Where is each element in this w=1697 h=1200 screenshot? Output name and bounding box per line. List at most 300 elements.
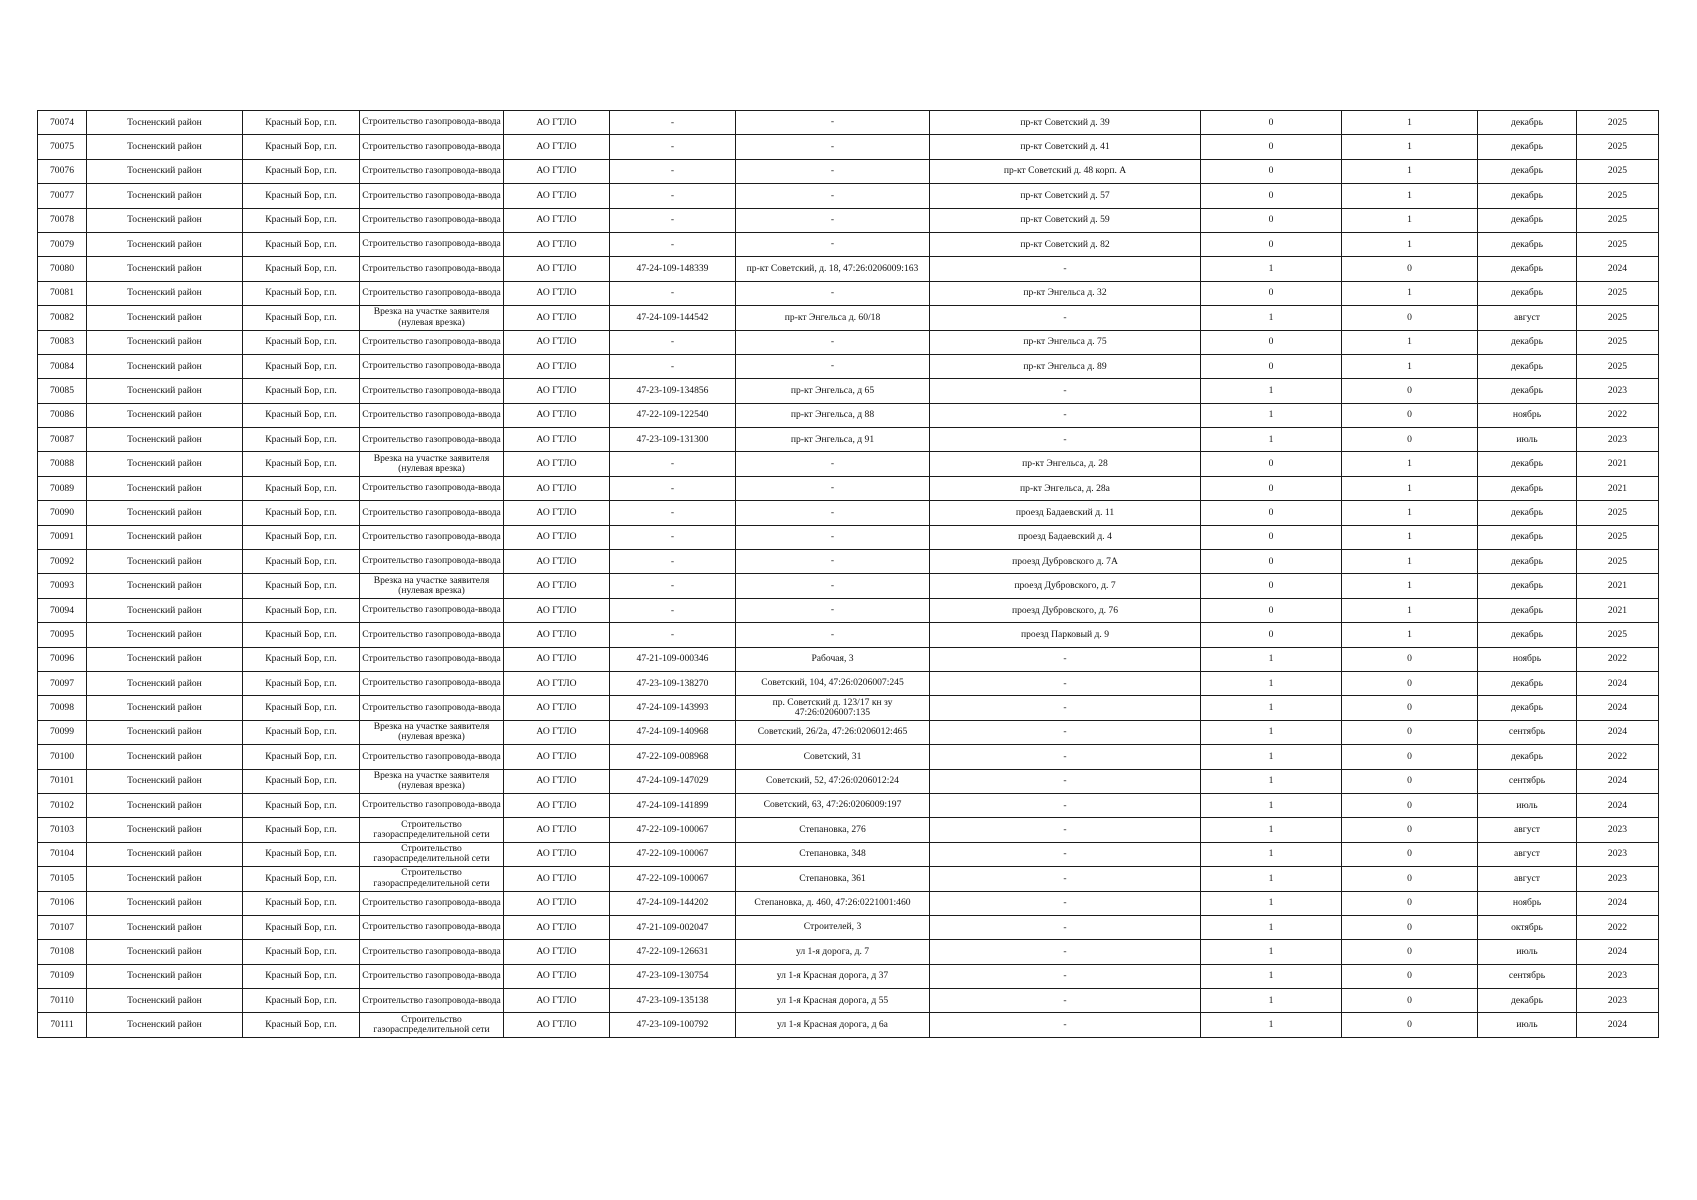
settlement-cell: Красный Бор, г.п. [243,306,360,330]
settlement-cell: Красный Бор, г.п. [243,428,360,452]
address-cell: пр-кт Энгельса д. 60/18 [736,306,930,330]
year-cell: 2023 [1577,964,1659,988]
year-cell: 2024 [1577,793,1659,817]
table-row [38,306,1659,330]
count-a-cell: 1 [1201,696,1342,720]
count-a-cell: 1 [1201,964,1342,988]
count-a-cell: 0 [1201,525,1342,549]
address-cell: - [736,476,930,500]
work-type-cell: Строительство газопровода-ввода [360,281,504,305]
planned-address-cell: - [930,940,1201,964]
table-row [38,184,1659,208]
row-number-cell: 70106 [38,891,87,915]
month-cell: декабрь [1478,696,1577,720]
work-type-cell: Строительство газопровода-ввода [360,330,504,354]
month-cell: декабрь [1478,476,1577,500]
table-row [38,135,1659,159]
planned-address-cell: - [930,818,1201,842]
year-cell: 2021 [1577,452,1659,476]
work-type-cell: Строительство газопровода-ввода [360,476,504,500]
organization-cell: АО ГТЛО [504,330,610,354]
count-a-cell: 1 [1201,379,1342,403]
month-cell: октябрь [1478,915,1577,939]
row-number-cell: 70110 [38,989,87,1013]
settlement-cell: Красный Бор, г.п. [243,135,360,159]
table-row [38,1013,1659,1037]
organization-cell: АО ГТЛО [504,891,610,915]
work-type-cell: Строительство газопровода-ввода [360,915,504,939]
work-type-cell: Строительство газопровода-ввода [360,232,504,256]
month-cell: декабрь [1478,281,1577,305]
work-type-cell: Строительство газопровода-ввода [360,647,504,671]
count-a-cell: 0 [1201,354,1342,378]
month-cell: декабрь [1478,745,1577,769]
district-cell: Тосненский район [87,452,243,476]
settlement-cell: Красный Бор, г.п. [243,232,360,256]
work-type-cell: Строительство газопровода-ввода [360,671,504,695]
month-cell: декабрь [1478,623,1577,647]
count-a-cell: 1 [1201,1013,1342,1037]
table-row [38,330,1659,354]
planned-address-cell: проезд Дубровского д. 7А [930,550,1201,574]
table-row [38,989,1659,1013]
district-cell: Тосненский район [87,598,243,622]
organization-cell: АО ГТЛО [504,257,610,281]
year-cell: 2025 [1577,135,1659,159]
organization-cell: АО ГТЛО [504,647,610,671]
planned-address-cell: проезд Бадаевский д. 11 [930,501,1201,525]
address-cell: - [736,159,930,183]
permit-number-cell: 47-23-109-100792 [610,1013,736,1037]
organization-cell: АО ГТЛО [504,403,610,427]
planned-address-cell: проезд Парковый д. 9 [930,623,1201,647]
month-cell: декабрь [1478,989,1577,1013]
table-row [38,915,1659,939]
permit-number-cell: - [610,135,736,159]
planned-address-cell: - [930,964,1201,988]
row-number-cell: 70107 [38,915,87,939]
month-cell: сентябрь [1478,964,1577,988]
settlement-cell: Красный Бор, г.п. [243,989,360,1013]
permit-number-cell: 47-22-109-100067 [610,867,736,891]
count-a-cell: 1 [1201,720,1342,744]
table-row [38,111,1659,135]
count-a-cell: 1 [1201,403,1342,427]
count-a-cell: 0 [1201,452,1342,476]
year-cell: 2022 [1577,745,1659,769]
month-cell: декабрь [1478,671,1577,695]
address-cell: ул 1-я дорога, д. 7 [736,940,930,964]
year-cell: 2025 [1577,330,1659,354]
address-cell: - [736,525,930,549]
settlement-cell: Красный Бор, г.п. [243,525,360,549]
permit-number-cell: 47-24-109-143993 [610,696,736,720]
year-cell: 2024 [1577,720,1659,744]
address-cell: пр-кт Энгельса, д 88 [736,403,930,427]
address-cell: Степановка, д. 460, 47:26:0221001:460 [736,891,930,915]
settlement-cell: Красный Бор, г.п. [243,111,360,135]
month-cell: декабрь [1478,159,1577,183]
work-type-cell: Строительство газораспределительной сети [360,1013,504,1037]
row-number-cell: 70109 [38,964,87,988]
planned-address-cell: - [930,306,1201,330]
table-row [38,769,1659,793]
count-b-cell: 0 [1342,989,1478,1013]
settlement-cell: Красный Бор, г.п. [243,403,360,427]
permit-number-cell: - [610,354,736,378]
count-b-cell: 1 [1342,501,1478,525]
table-row [38,476,1659,500]
organization-cell: АО ГТЛО [504,696,610,720]
year-cell: 2024 [1577,257,1659,281]
work-type-cell: Строительство газопровода-ввода [360,793,504,817]
table-row [38,696,1659,720]
planned-address-cell: - [930,403,1201,427]
table-row [38,720,1659,744]
address-cell: - [736,452,930,476]
district-cell: Тосненский район [87,623,243,647]
count-a-cell: 0 [1201,281,1342,305]
year-cell: 2023 [1577,867,1659,891]
table-row [38,354,1659,378]
work-type-cell: Строительство газопровода-ввода [360,184,504,208]
count-a-cell: 0 [1201,330,1342,354]
district-cell: Тосненский район [87,574,243,598]
count-b-cell: 0 [1342,964,1478,988]
planned-address-cell: пр-кт Советский д. 39 [930,111,1201,135]
year-cell: 2021 [1577,598,1659,622]
settlement-cell: Красный Бор, г.п. [243,891,360,915]
table-row [38,257,1659,281]
permit-number-cell: - [610,111,736,135]
permit-number-cell: 47-21-109-002047 [610,915,736,939]
settlement-cell: Красный Бор, г.п. [243,793,360,817]
table-row [38,574,1659,598]
address-cell: - [736,330,930,354]
month-cell: декабрь [1478,354,1577,378]
settlement-cell: Красный Бор, г.п. [243,720,360,744]
count-a-cell: 0 [1201,111,1342,135]
row-number-cell: 70084 [38,354,87,378]
month-cell: декабрь [1478,135,1577,159]
month-cell: август [1478,306,1577,330]
row-number-cell: 70080 [38,257,87,281]
table-row [38,891,1659,915]
organization-cell: АО ГТЛО [504,354,610,378]
row-number-cell: 70102 [38,793,87,817]
year-cell: 2023 [1577,842,1659,866]
year-cell: 2024 [1577,769,1659,793]
count-a-cell: 1 [1201,842,1342,866]
month-cell: август [1478,842,1577,866]
permit-number-cell: - [610,525,736,549]
address-cell: ул 1-я Красная дорога, д 37 [736,964,930,988]
count-b-cell: 1 [1342,208,1478,232]
organization-cell: АО ГТЛО [504,184,610,208]
planned-address-cell: - [930,842,1201,866]
planned-address-cell: - [930,720,1201,744]
year-cell: 2025 [1577,550,1659,574]
work-type-cell: Строительство газопровода-ввода [360,501,504,525]
work-type-cell: Врезка на участке заявителя (нулевая врезка) [360,769,504,793]
district-cell: Тосненский район [87,793,243,817]
organization-cell: АО ГТЛО [504,964,610,988]
district-cell: Тосненский район [87,354,243,378]
planned-address-cell: - [930,891,1201,915]
count-b-cell: 1 [1342,184,1478,208]
table-row [38,671,1659,695]
count-b-cell: 0 [1342,379,1478,403]
district-cell: Тосненский район [87,525,243,549]
permit-number-cell: - [610,330,736,354]
permit-number-cell: - [610,550,736,574]
district-cell: Тосненский район [87,769,243,793]
district-cell: Тосненский район [87,135,243,159]
year-cell: 2023 [1577,818,1659,842]
row-number-cell: 70082 [38,306,87,330]
settlement-cell: Красный Бор, г.п. [243,867,360,891]
month-cell: июль [1478,1013,1577,1037]
organization-cell: АО ГТЛО [504,598,610,622]
table-row [38,501,1659,525]
settlement-cell: Красный Бор, г.п. [243,257,360,281]
count-b-cell: 1 [1342,111,1478,135]
row-number-cell: 70088 [38,452,87,476]
year-cell: 2021 [1577,574,1659,598]
row-number-cell: 70111 [38,1013,87,1037]
settlement-cell: Красный Бор, г.п. [243,574,360,598]
settlement-cell: Красный Бор, г.п. [243,354,360,378]
district-cell: Тосненский район [87,1013,243,1037]
row-number-cell: 70076 [38,159,87,183]
address-cell: - [736,574,930,598]
permit-number-cell: 47-23-109-130754 [610,964,736,988]
permit-number-cell: 47-24-109-140968 [610,720,736,744]
month-cell: декабрь [1478,550,1577,574]
address-cell: Степановка, 348 [736,842,930,866]
year-cell: 2025 [1577,232,1659,256]
row-number-cell: 70091 [38,525,87,549]
settlement-cell: Красный Бор, г.п. [243,769,360,793]
planned-address-cell: пр-кт Энгельса д. 75 [930,330,1201,354]
permit-number-cell: 47-24-109-144202 [610,891,736,915]
work-type-cell: Строительство газопровода-ввода [360,964,504,988]
work-type-cell: Строительство газопровода-ввода [360,623,504,647]
address-cell: ул 1-я Красная дорога, д 6а [736,1013,930,1037]
month-cell: декабрь [1478,208,1577,232]
row-number-cell: 70094 [38,598,87,622]
planned-address-cell: пр-кт Советский д. 41 [930,135,1201,159]
district-cell: Тосненский район [87,720,243,744]
settlement-cell: Красный Бор, г.п. [243,550,360,574]
row-number-cell: 70098 [38,696,87,720]
settlement-cell: Красный Бор, г.п. [243,379,360,403]
count-b-cell: 0 [1342,696,1478,720]
planned-address-cell: - [930,769,1201,793]
permit-number-cell: 47-23-109-134856 [610,379,736,403]
work-type-cell: Строительство газораспределительной сети [360,867,504,891]
row-number-cell: 70096 [38,647,87,671]
work-type-cell: Строительство газораспределительной сети [360,818,504,842]
organization-cell: АО ГТЛО [504,1013,610,1037]
work-type-cell: Строительство газопровода-ввода [360,891,504,915]
district-cell: Тосненский район [87,550,243,574]
settlement-cell: Красный Бор, г.п. [243,915,360,939]
settlement-cell: Красный Бор, г.п. [243,452,360,476]
address-cell: - [736,232,930,256]
year-cell: 2024 [1577,891,1659,915]
district-cell: Тосненский район [87,915,243,939]
planned-address-cell: - [930,428,1201,452]
planned-address-cell: - [930,793,1201,817]
planned-address-cell: пр-кт Энгельса д. 89 [930,354,1201,378]
year-cell: 2024 [1577,1013,1659,1037]
planned-address-cell: - [930,671,1201,695]
organization-cell: АО ГТЛО [504,208,610,232]
year-cell: 2025 [1577,281,1659,305]
row-number-cell: 70103 [38,818,87,842]
count-b-cell: 0 [1342,428,1478,452]
work-type-cell: Строительство газопровода-ввода [360,598,504,622]
month-cell: декабрь [1478,598,1577,622]
count-b-cell: 0 [1342,891,1478,915]
address-cell: - [736,184,930,208]
count-a-cell: 1 [1201,647,1342,671]
count-a-cell: 0 [1201,135,1342,159]
organization-cell: АО ГТЛО [504,671,610,695]
count-b-cell: 0 [1342,915,1478,939]
month-cell: сентябрь [1478,769,1577,793]
count-a-cell: 1 [1201,769,1342,793]
settlement-cell: Красный Бор, г.п. [243,818,360,842]
count-b-cell: 0 [1342,720,1478,744]
work-type-cell: Врезка на участке заявителя (нулевая врезка) [360,306,504,330]
work-type-cell: Строительство газопровода-ввода [360,525,504,549]
organization-cell: АО ГТЛО [504,745,610,769]
address-cell: - [736,501,930,525]
table-row [38,208,1659,232]
organization-cell: АО ГТЛО [504,623,610,647]
count-a-cell: 1 [1201,940,1342,964]
address-cell: - [736,550,930,574]
table-row [38,403,1659,427]
planned-address-cell: пр-кт Советский д. 82 [930,232,1201,256]
month-cell: сентябрь [1478,720,1577,744]
district-cell: Тосненский район [87,989,243,1013]
address-cell: - [736,598,930,622]
row-number-cell: 70097 [38,671,87,695]
month-cell: август [1478,867,1577,891]
year-cell: 2021 [1577,476,1659,500]
count-b-cell: 0 [1342,745,1478,769]
organization-cell: АО ГТЛО [504,940,610,964]
organization-cell: АО ГТЛО [504,867,610,891]
organization-cell: АО ГТЛО [504,452,610,476]
address-cell: - [736,208,930,232]
row-number-cell: 70074 [38,111,87,135]
year-cell: 2025 [1577,159,1659,183]
planned-address-cell: проезд Дубровского, д. 7 [930,574,1201,598]
address-cell: - [736,111,930,135]
row-number-cell: 70099 [38,720,87,744]
district-cell: Тосненский район [87,403,243,427]
address-cell: Советский, 63, 47:26:0206009:197 [736,793,930,817]
count-b-cell: 0 [1342,940,1478,964]
organization-cell: АО ГТЛО [504,793,610,817]
address-cell: ул 1-я Красная дорога, д 55 [736,989,930,1013]
work-type-cell: Строительство газопровода-ввода [360,745,504,769]
work-type-cell: Строительство газопровода-ввода [360,257,504,281]
organization-cell: АО ГТЛО [504,550,610,574]
permit-number-cell: 47-21-109-000346 [610,647,736,671]
table-row [38,818,1659,842]
year-cell: 2025 [1577,184,1659,208]
year-cell: 2022 [1577,403,1659,427]
settlement-cell: Красный Бор, г.п. [243,598,360,622]
table-row [38,379,1659,403]
table-row [38,550,1659,574]
row-number-cell: 70083 [38,330,87,354]
district-cell: Тосненский район [87,964,243,988]
permit-number-cell: - [610,452,736,476]
work-type-cell: Врезка на участке заявителя (нулевая врезка) [360,720,504,744]
year-cell: 2025 [1577,111,1659,135]
settlement-cell: Красный Бор, г.п. [243,208,360,232]
settlement-cell: Красный Бор, г.п. [243,476,360,500]
count-b-cell: 0 [1342,671,1478,695]
planned-address-cell: - [930,1013,1201,1037]
organization-cell: АО ГТЛО [504,476,610,500]
row-number-cell: 70087 [38,428,87,452]
settlement-cell: Красный Бор, г.п. [243,964,360,988]
count-a-cell: 0 [1201,476,1342,500]
settlement-cell: Красный Бор, г.п. [243,159,360,183]
district-cell: Тосненский район [87,111,243,135]
year-cell: 2023 [1577,428,1659,452]
month-cell: ноябрь [1478,891,1577,915]
district-cell: Тосненский район [87,208,243,232]
count-b-cell: 1 [1342,330,1478,354]
organization-cell: АО ГТЛО [504,525,610,549]
work-type-cell: Строительство газопровода-ввода [360,428,504,452]
district-cell: Тосненский район [87,159,243,183]
settlement-cell: Красный Бор, г.п. [243,671,360,695]
count-b-cell: 1 [1342,159,1478,183]
address-cell: Советский, 31 [736,745,930,769]
address-cell: пр-кт Советский, д. 18, 47:26:0206009:163 [736,257,930,281]
count-a-cell: 1 [1201,745,1342,769]
data-table [37,110,1659,1038]
month-cell: декабрь [1478,184,1577,208]
organization-cell: АО ГТЛО [504,379,610,403]
count-a-cell: 0 [1201,501,1342,525]
permit-number-cell: - [610,623,736,647]
table-row [38,159,1659,183]
count-b-cell: 1 [1342,598,1478,622]
count-a-cell: 1 [1201,915,1342,939]
permit-number-cell: 47-22-109-122540 [610,403,736,427]
work-type-cell: Строительство газопровода-ввода [360,379,504,403]
district-cell: Тосненский район [87,330,243,354]
district-cell: Тосненский район [87,501,243,525]
count-b-cell: 1 [1342,281,1478,305]
organization-cell: АО ГТЛО [504,428,610,452]
organization-cell: АО ГТЛО [504,842,610,866]
count-b-cell: 0 [1342,403,1478,427]
year-cell: 2022 [1577,647,1659,671]
organization-cell: АО ГТЛО [504,501,610,525]
work-type-cell: Строительство газопровода-ввода [360,550,504,574]
